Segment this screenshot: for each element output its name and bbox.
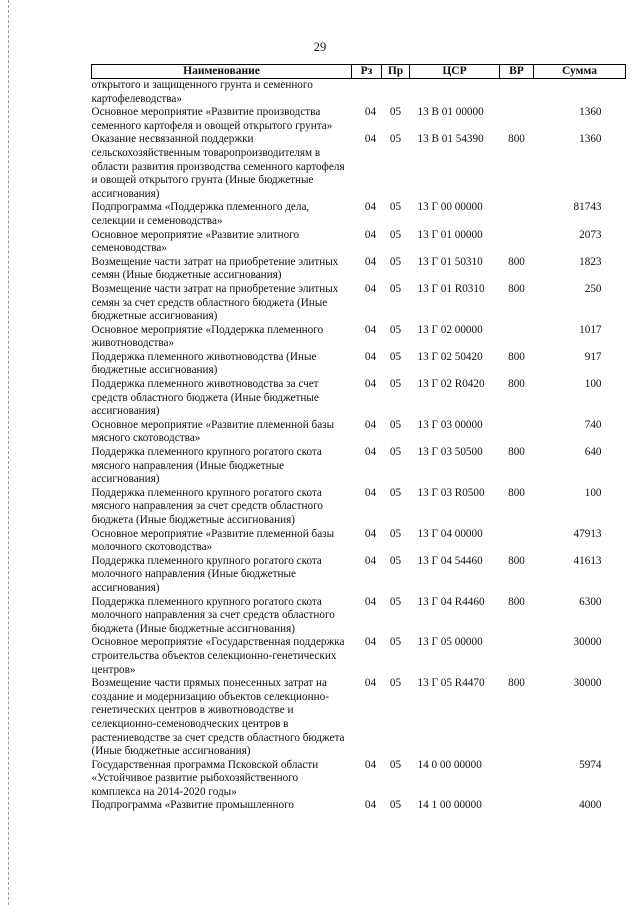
cell-csr: 13 Г 04 R4460 (417, 595, 485, 608)
cell-sum: 740 (584, 418, 602, 431)
table-row (92, 106, 626, 133)
cell-sum: 81743 (573, 201, 602, 214)
cell-name: Основное мероприятие «Развитие производства семенного картофеля и овощей открытого грунта» (91, 106, 333, 132)
cell-vr: 800 (508, 282, 525, 295)
budget-table (91, 64, 626, 813)
table-row (92, 636, 626, 677)
cell-name: Поддержка племенного крупного рогатого скота мясного направления (Иные бюджетные ассигнования) (91, 446, 322, 486)
cell-pr: 05 (389, 527, 402, 540)
cell-sum: 6300 (579, 595, 602, 608)
cell-csr: 13 Г 00 00000 (417, 201, 483, 214)
cell-csr: 13 Г 05 00000 (417, 636, 483, 649)
cell-sum: 1823 (579, 255, 602, 268)
cell-rz: 04 (364, 446, 377, 459)
cell-sum: 2073 (579, 228, 602, 241)
cell-sum: 47913 (573, 527, 602, 540)
cell-name: Возмещение части затрат на приобретение элитных семян за счет средств областного бюджета (Иные бюджетные ассигнования) (91, 282, 339, 323)
table-row (92, 799, 626, 813)
cell-rz (352, 79, 382, 107)
cell-csr: 14 1 00 00000 (417, 799, 482, 812)
cell-pr: 05 (389, 228, 402, 241)
cell-csr: 13 Г 02 R0420 (417, 378, 485, 391)
cell-rz: 04 (364, 106, 377, 119)
cell-rz: 04 (364, 527, 377, 540)
cell-pr: 05 (389, 323, 402, 336)
table-row (92, 487, 626, 528)
cell-sum: 41613 (573, 554, 602, 567)
cell-vr: 800 (508, 350, 525, 363)
cell-vr: 800 (508, 133, 525, 146)
cell-sum: 30000 (573, 677, 602, 690)
cell-sum: 250 (584, 282, 602, 295)
header-rz: Рз (352, 65, 382, 79)
cell-name: Возмещение части прямых понесенных затрат на создание и модернизацию объектов селекционно-генетических центров в животноводстве и селекционно-семеноводческих центров в растениеводстве за счет средств областного бюджета (Иные бюджетные ассигнования) (91, 677, 345, 758)
page-number: 29 (313, 40, 327, 54)
cell-vr (500, 528, 534, 555)
header-pr: Пр (382, 65, 410, 79)
cell-vr (500, 636, 534, 677)
table-row (92, 133, 626, 201)
cell-rz: 04 (364, 418, 377, 431)
table-header-row (92, 65, 626, 79)
cell-rz: 04 (364, 350, 377, 363)
cell-sum: 1360 (579, 106, 602, 119)
table-row (92, 351, 626, 378)
cell-name: Основное мероприятие «Развитие элитного семеноводства» (91, 228, 300, 255)
cell-name: Основное мероприятие «Поддержка племенного животноводства» (91, 323, 324, 350)
cell-csr: 13 Г 03 50500 (417, 446, 483, 459)
cell-vr: 800 (508, 378, 525, 391)
cell-name: Оказание несвязанной поддержки сельскохозяйственным товаропроизводителям в области развития производства семенного картофеля и овощей открытого грунта (Иные бюджетные ассигнования) (91, 133, 345, 200)
cell-sum: 100 (584, 486, 602, 499)
cell-vr: 800 (508, 446, 525, 459)
table-row (92, 256, 626, 283)
cell-pr: 05 (389, 799, 402, 812)
cell-pr: 05 (389, 255, 402, 268)
cell-pr (382, 79, 410, 107)
cell-vr (500, 759, 534, 800)
cell-pr: 05 (389, 201, 402, 214)
cell-vr: 800 (508, 595, 525, 608)
cell-pr: 05 (389, 418, 402, 431)
cell-name: Поддержка племенного крупного рогатого скота мясного направления за счет средств областного бюджета (Иные бюджетные ассигнования) (91, 486, 324, 526)
cell-pr: 05 (389, 133, 402, 146)
header-name: Наименование (92, 65, 352, 79)
table-row (92, 446, 626, 487)
table-row (92, 229, 626, 256)
cell-sum: 100 (584, 378, 602, 391)
cell-rz: 04 (364, 378, 377, 391)
cell-vr (500, 79, 534, 107)
cell-sum: 1360 (579, 133, 602, 146)
cell-csr: 13 Г 03 00000 (417, 418, 483, 431)
table-row (92, 677, 626, 759)
cell-rz: 04 (364, 595, 377, 608)
cell-csr: 14 0 00 00000 (417, 758, 482, 771)
cell-csr: 13 Г 04 00000 (417, 527, 483, 540)
table-row (92, 201, 626, 228)
cell-csr: 13 Г 03 R0500 (417, 486, 485, 499)
cell-csr: 13 Г 04 54460 (417, 554, 483, 567)
cell-name: Государственная программа Псковской области «Устойчивое развитие рыбохозяйственного комплекса на 2014-2020 годы» (91, 758, 319, 798)
cell-name: открытого и защищенного грунта и семенного картофелеводства» (91, 79, 313, 105)
cell-rz: 04 (364, 486, 377, 499)
cell-csr: 13 Г 01 50310 (417, 255, 483, 268)
cell-rz: 04 (364, 201, 377, 214)
cell-name: Подпрограмма «Развитие промышленного (91, 799, 295, 812)
table-row (92, 555, 626, 596)
cell-vr (500, 324, 534, 351)
cell-rz: 04 (364, 799, 377, 812)
cell-vr: 800 (508, 255, 525, 268)
cell-vr (500, 419, 534, 446)
cell-vr: 800 (508, 486, 525, 499)
cell-rz: 04 (364, 758, 377, 771)
cell-vr (500, 229, 534, 256)
cell-pr: 05 (389, 758, 402, 771)
cell-sum (534, 79, 626, 107)
cell-vr (500, 106, 534, 133)
cell-vr: 800 (508, 554, 525, 567)
cell-sum: 640 (584, 446, 602, 459)
cell-vr: 800 (508, 677, 525, 690)
cell-rz: 04 (364, 677, 377, 690)
table-row (92, 324, 626, 351)
cell-csr: 13 В 01 54390 (417, 133, 484, 146)
cell-rz: 04 (364, 282, 377, 295)
cell-vr (500, 201, 534, 228)
table-row (92, 759, 626, 800)
cell-pr: 05 (389, 636, 402, 649)
cell-name: Поддержка племенного крупного рогатого скота молочного направления за счет средств областного бюджета (Иные бюджетные ассигнования) (91, 595, 335, 635)
cell-csr: 13 Г 01 R0310 (417, 282, 485, 295)
table-row (92, 528, 626, 555)
header-sum: Сумма (534, 65, 626, 79)
table-row (92, 283, 626, 324)
cell-name: Поддержка племенного животноводства (Иные бюджетные ассигнования) (91, 350, 317, 377)
cell-rz: 04 (364, 323, 377, 336)
cell-rz: 04 (364, 255, 377, 268)
cell-csr: 13 Г 02 50420 (417, 350, 483, 363)
cell-rz: 04 (364, 133, 377, 146)
table-row (92, 378, 626, 419)
table-row (92, 419, 626, 446)
cell-csr: 13 Г 05 R4470 (417, 677, 485, 690)
cell-pr: 05 (389, 350, 402, 363)
cell-pr: 05 (389, 554, 402, 567)
header-vr: ВР (500, 65, 534, 79)
cell-name: Подпрограмма «Поддержка племенного дела, селекции и семеноводства» (91, 201, 310, 227)
cell-name: Возмещение части затрат на приобретение элитных семян (Иные бюджетные ассигнования) (91, 255, 339, 282)
scan-edge-line (8, 0, 10, 905)
table-row (92, 596, 626, 637)
cell-pr: 05 (389, 282, 402, 295)
header-csr: ЦСР (410, 65, 500, 79)
cell-name: Поддержка племенного животноводства за счет средств областного бюджета (Иные бюджетные ассигнования) (91, 378, 319, 418)
cell-csr: 13 Г 02 00000 (417, 323, 483, 336)
cell-vr (500, 799, 534, 813)
cell-sum: 5974 (579, 758, 602, 771)
cell-csr (410, 79, 500, 107)
cell-name: Основное мероприятие «Государственная поддержка строительства объектов селекционно-генетических центров» (91, 636, 345, 676)
cell-sum: 4000 (579, 799, 602, 812)
cell-rz: 04 (364, 554, 377, 567)
cell-pr: 05 (389, 378, 402, 391)
cell-sum: 917 (584, 350, 602, 363)
cell-name: Основное мероприятие «Развитие племенной базы мясного скотоводства» (91, 418, 335, 445)
cell-pr: 05 (389, 106, 402, 119)
cell-pr: 05 (389, 677, 402, 690)
cell-sum: 1017 (579, 323, 602, 336)
table-row (92, 79, 626, 107)
cell-pr: 05 (389, 486, 402, 499)
cell-sum: 30000 (573, 636, 602, 649)
cell-csr: 13 Г 01 00000 (417, 228, 483, 241)
cell-rz: 04 (364, 636, 377, 649)
cell-pr: 05 (389, 446, 402, 459)
cell-name: Поддержка племенного крупного рогатого скота молочного направления (Иные бюджетные ассигнования) (91, 554, 322, 594)
cell-rz: 04 (364, 228, 377, 241)
cell-name: Основное мероприятие «Развитие племенной базы молочного скотоводства» (91, 527, 335, 554)
cell-pr: 05 (389, 595, 402, 608)
cell-csr: 13 В 01 00000 (417, 106, 484, 119)
